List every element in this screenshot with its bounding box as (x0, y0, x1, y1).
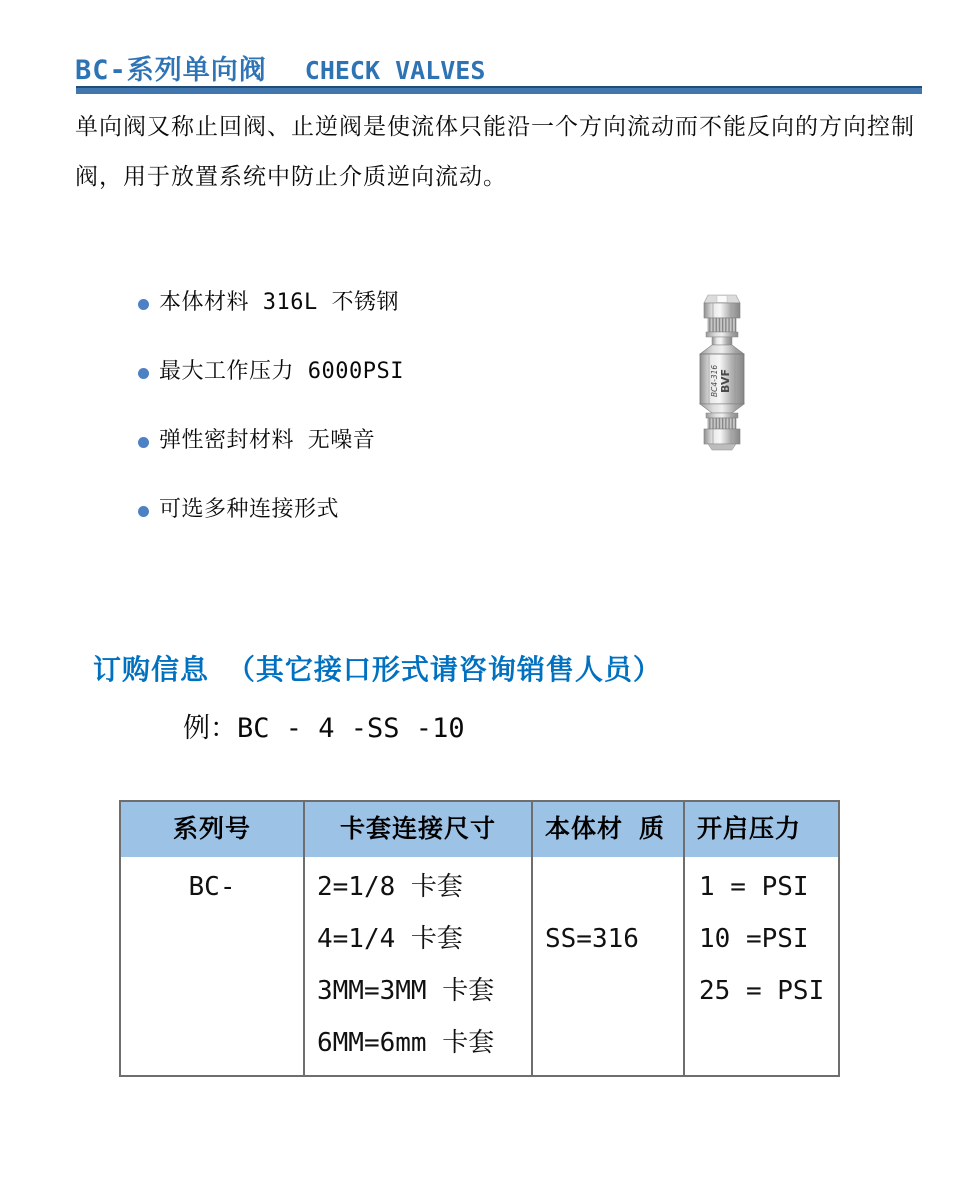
intro-paragraph-line-1: 单向阀又称止回阀、止逆阀是使流体只能沿一个方向流动而不能反向的方向控制 (75, 114, 915, 140)
ordering-table-body-row (121, 857, 838, 1075)
cell-material (531, 857, 683, 1075)
size-option: 4=1/4 卡套 (317, 924, 463, 954)
series-code: BC- (188, 872, 236, 902)
feature-item-max-pressure (138, 357, 404, 384)
check-valve-image (690, 292, 754, 452)
feature-label: 本体材料 316L 不锈钢 (159, 289, 399, 315)
feature-item-body-material (138, 288, 399, 315)
cell-series (121, 857, 303, 1075)
bullet-icon (138, 506, 149, 517)
feature-label: 可选多种连接形式 (159, 496, 340, 522)
ordering-table-header-row (121, 802, 838, 857)
col-header-pressure: 开启压力 (683, 802, 838, 857)
bullet-icon (138, 368, 149, 379)
size-option: 2=1/8 卡套 (317, 872, 463, 902)
ordering-table (119, 800, 840, 1077)
pressure-option: 1 = PSI (699, 872, 809, 902)
size-option: 6MM=6mm 卡套 (317, 1028, 495, 1058)
col-header-material: 本体材 质 (531, 802, 683, 857)
cell-pressures (683, 857, 838, 1075)
material-option: SS=316 (545, 924, 639, 954)
cell-sizes (303, 857, 531, 1075)
page-title (75, 48, 485, 87)
valve-label-brand: BVF (719, 369, 732, 393)
pressure-option: 25 = PSI (699, 976, 825, 1006)
feature-label: 弹性密封材料 无噪音 (159, 427, 376, 453)
col-header-series: 系列号 (172, 814, 251, 843)
feature-label: 最大工作压力 6000PSI (159, 358, 404, 384)
col-header-size: 卡套连接尺寸 (303, 802, 531, 857)
feature-item-connection-types (138, 495, 340, 522)
page-title-english: CHECK VALVES (304, 56, 486, 85)
ordering-example-code: 例：BC - 4 -SS -10 (183, 713, 465, 744)
feature-item-seal-material (138, 426, 376, 453)
bullet-icon (138, 437, 149, 448)
valve-label-model: BC4-316 (710, 364, 719, 397)
title-divider-rule (76, 86, 922, 94)
intro-paragraph-line-2: 阀，用于放置系统中防止介质逆向流动。 (75, 164, 507, 190)
ordering-section-heading: 订购信息 （其它接口形式请咨询销售人员） (93, 653, 662, 686)
page-title-chinese: BC-系列单向阀 (75, 55, 267, 86)
pressure-option: 10 =PSI (699, 924, 809, 954)
size-option: 3MM=3MM 卡套 (317, 976, 495, 1006)
bullet-icon (138, 299, 149, 310)
